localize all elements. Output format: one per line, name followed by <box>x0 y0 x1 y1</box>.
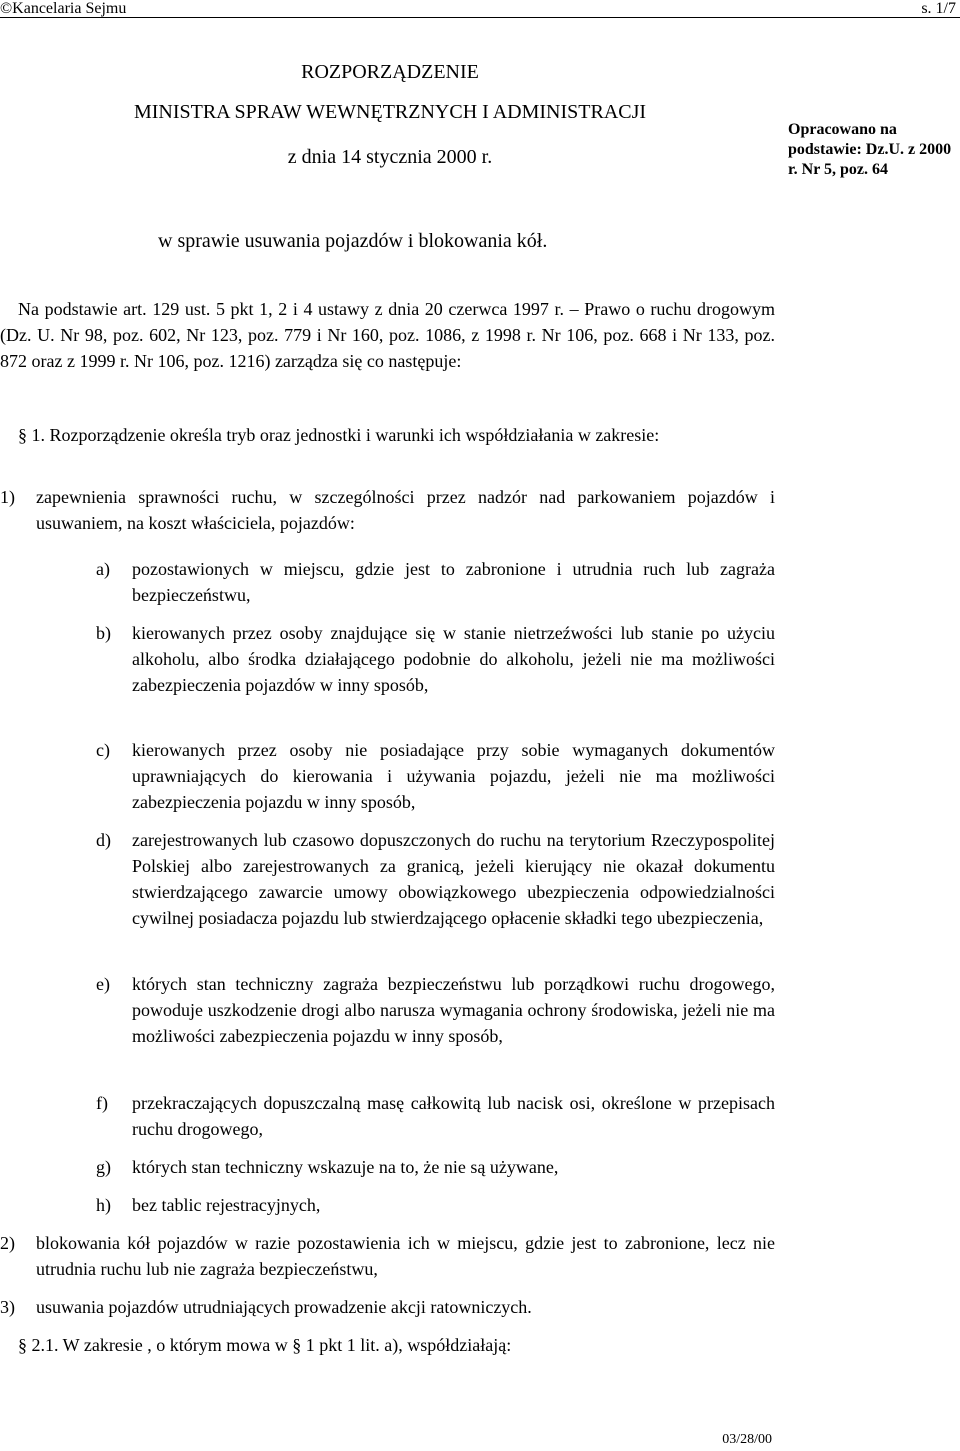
paragraph-2: § 2.1. W zakresie , o którym mowa w § 1 pkt 1 lit. a), współdziałają: <box>18 1335 512 1355</box>
item-text: kierowanych przez osoby nie posiadające przy sobie wymaganych dokumentów uprawniających do kierowania i używania pojazdu, jeżeli nie ma możliwości zabezpieczenia pojazdu w inny sposób, <box>132 740 775 812</box>
doc-date: z dnia 14 stycznia 2000 r. <box>287 146 493 168</box>
page-header <box>0 0 960 18</box>
doc-subject: w sprawie usuwania pojazdów i blokowania kół. <box>158 230 548 252</box>
source-note: Opracowano na podstawie: Dz.U. z 2000 r. Nr 5, poz. 64 <box>788 121 952 178</box>
publisher-label: ©Kancelaria Sejmu <box>0 0 127 17</box>
footer-date: 03/28/00 <box>722 1432 772 1447</box>
page-number: s. 1/7 <box>921 0 956 17</box>
item-text: których stan techniczny zagraża bezpieczeństwu lub porządkowi ruchu drogowego, powoduje uszkodzenie drogi albo narusza wymagania ochrony środowiska, jeżeli nie ma możliwości zabezpieczenia pojazdu w inny sposób, <box>132 974 775 1046</box>
preamble: Na podstawie art. 129 ust. 5 pkt 1, 2 i 4 ustawy z dnia 20 czerwca 1997 r. – Prawo o ruchu drogowym (Dz. U. Nr 98, poz. 602, Nr 123, poz. 779 i Nr 160, poz. 1086, z 1998 r. Nr 106, poz. 668 i Nr 133, poz. 872 oraz z 1999 r. Nr 106, poz. 1216) zarządza się co następuje: <box>0 299 775 371</box>
item-label: g) <box>96 1157 111 1177</box>
item-label: f) <box>96 1093 108 1113</box>
item-label: h) <box>96 1195 111 1215</box>
item-text: zapewnienia sprawności ruchu, w szczególności przez nadzór nad parkowaniem pojazdów i usuwaniem, na koszt właściciela, pojazdów: <box>36 487 775 533</box>
item-label: b) <box>96 623 111 643</box>
item-text: blokowania kół pojazdów w razie pozostawienia ich w miejscu, gdzie jest to zabronione, lecz nie utrudnia ruchu lub nie zagraża bezpieczeństwu, <box>36 1233 775 1279</box>
item-text: kierowanych przez osoby znajdujące się w stanie nietrzeźwości lub stanie po użyciu alkoholu, albo środka działającego podobnie do alkoholu, jeżeli nie ma możliwości zabezpieczenia pojazdów w inny sposób, <box>132 623 775 695</box>
item-label: a) <box>96 559 110 579</box>
item-label: d) <box>96 830 111 850</box>
item-text: bez tablic rejestracyjnych, <box>132 1195 321 1215</box>
item-text: zarejestrowanych lub czasowo dopuszczonych do ruchu na terytorium Rzeczypospolitej Polskiej albo zarejestrowanych za granicą, jeżeli kierujący nie okazał dokumentu stwierdzającego zawarcie umowy obowiązkowego ubezpieczenia odpowiedzialności cywilnej posiadacza pojazdu lub stwierdzającego opłacenie składki tego ubezpieczenia, <box>132 830 775 928</box>
item-label: c) <box>96 740 110 760</box>
doc-title: ROZPORZĄDZENIE <box>301 61 479 83</box>
item-label: e) <box>96 974 110 994</box>
item-label: 3) <box>0 1297 15 1317</box>
item-text: usuwania pojazdów utrudniających prowadzenie akcji ratowniczych. <box>36 1297 532 1317</box>
item-label: 2) <box>0 1233 15 1253</box>
item-text: których stan techniczny wskazuje na to, że nie są używane, <box>132 1157 559 1177</box>
paragraph-1: § 1. Rozporządzenie określa tryb oraz jednostki i warunki ich współdziałania w zakresie: <box>18 425 660 445</box>
item-text: pozostawionych w miejscu, gdzie jest to zabronione i utrudnia ruch lub zagraża bezpieczeństwu, <box>132 559 775 605</box>
item-text: przekraczających dopuszczalną masę całkowitą lub nacisk osi, określone w przepisach ruchu drogowego, <box>132 1093 775 1139</box>
item-label: 1) <box>0 487 15 507</box>
doc-issuer: MINISTRA SPRAW WEWNĘTRZNYCH I ADMINISTRACJI <box>133 101 647 123</box>
